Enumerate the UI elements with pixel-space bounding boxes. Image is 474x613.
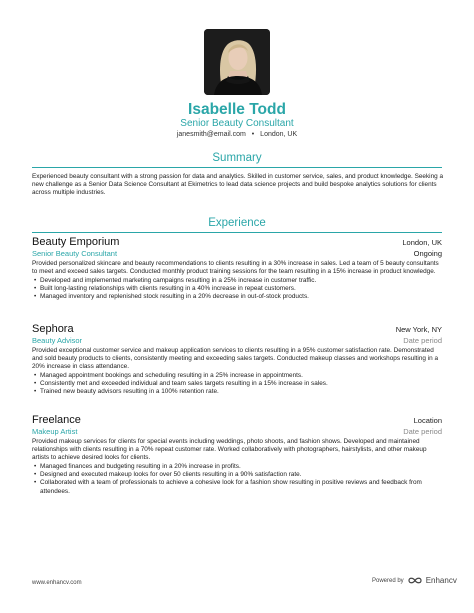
summary-heading: Summary (212, 152, 262, 164)
job-location: Location (413, 416, 442, 425)
email-text: janesmith@email.com (176, 131, 246, 138)
bullet-item: • Managed inventory and replenished stock resulting in a 20% decrease in out-of-stock products. (32, 293, 442, 301)
job-date: Date period (403, 427, 442, 436)
job-bullets (32, 372, 442, 396)
summary-text: Experienced beauty consultant with a strong passion for data and analytics. Skilled in customer service, sales, and product knowledge. Seeking a new challenge as a Senior Data Science Consultant at Ekimetrics to lead data science projects and build bespoke analytics solutions for clients across multiple industries. (32, 173, 444, 197)
bullet-item: • Managed appointment bookings and scheduling resulting in a 25% increase in appointments. (32, 372, 442, 380)
candidate-name: Isabelle Todd (188, 101, 286, 118)
footer-website[interactable]: www.enhancv.com (32, 580, 82, 586)
entry-header (32, 323, 442, 335)
bullet-item: • Consistently met and exceeded individual and team sales targets resulting in a 15% increase in sales. (32, 380, 442, 388)
profile-photo (204, 29, 270, 95)
enhancv-brand-text: Enhancv (425, 576, 457, 585)
job-date: Date period (403, 336, 442, 345)
job-location: London, UK (402, 238, 442, 247)
summary-divider (32, 167, 442, 168)
job-description: Provided personalized skincare and beauty recommendations to clients resulting in a 30% increase in sales. Led a team of 5 beauty consultants to meet and exceed sales targets. Conducted monthly product training sessions for the team resulting in a 15% increase in product knowledge. (32, 260, 439, 276)
bullet-item: • Developed and implemented marketing campaigns resulting in a 25% increase in customer traffic. (32, 277, 442, 285)
entry-subheader (32, 249, 442, 258)
job-description: Provided makeup services for clients for special events including weddings, photo shoots, and fashion shows. Developed and maintained relationships with clients resulting in a 70% repeat customer rate. Worked collaboratively with photographers, hairstylists, and other makeup artists to achieve desired looks for clients. (32, 438, 427, 462)
experience-entry (32, 236, 442, 301)
job-description: Provided exceptional customer service and makeup application services to clients resulting in a 95% customer satisfaction rate. Demonstrated and sold beauty products to clients, consistently meeting and exceeding sales targets. Conducted makeup classes and workshops resulting in a 20% increase in class attendance. (32, 347, 439, 371)
profile-photo-image (204, 29, 270, 95)
bullet-item: • Designed and executed makeup looks for over 50 clients resulting in a 90% satisfaction rate. (32, 471, 442, 479)
bullet-item: • Trained new beauty advisors resulting in a 100% retention rate. (32, 388, 442, 396)
bullet-item: • Managed finances and budgeting resulting in a 20% increase in profits. (32, 463, 442, 471)
experience-entry (32, 323, 442, 397)
job-bullets (32, 277, 442, 301)
location-text: London, UK (260, 131, 298, 138)
company-name: Beauty Emporium (32, 236, 120, 248)
enhancv-logo-icon (408, 576, 422, 585)
job-role: Makeup Artist (32, 427, 78, 436)
entry-subheader (32, 427, 442, 436)
bullet-item: • Built long-lasting relationships with clients resulting in a 40% increase in repeat customers. (32, 285, 442, 293)
experience-divider (32, 232, 442, 233)
entry-subheader (32, 336, 442, 345)
bullet-item: • Collaborated with a team of professionals to achieve a cohesive look for a fashion show resulting in positive reviews and feedback from attendees. (32, 479, 442, 495)
contact-line (0, 131, 474, 138)
job-location: New York, NY (395, 325, 442, 334)
company-name: Freelance (32, 414, 81, 426)
experience-heading: Experience (208, 217, 266, 229)
job-role: Beauty Advisor (32, 336, 83, 345)
experience-entry (32, 414, 442, 496)
entry-header (32, 236, 442, 248)
powered-by-text: Powered by (372, 577, 404, 584)
job-role: Senior Beauty Consultant (32, 249, 118, 258)
job-bullets (32, 463, 442, 495)
candidate-title: Senior Beauty Consultant (180, 118, 294, 129)
entry-header (32, 414, 442, 426)
footer-branding (372, 576, 457, 585)
separator-dot: • (251, 131, 255, 138)
company-name: Sephora (32, 323, 74, 335)
job-date: Ongoing (413, 249, 442, 258)
